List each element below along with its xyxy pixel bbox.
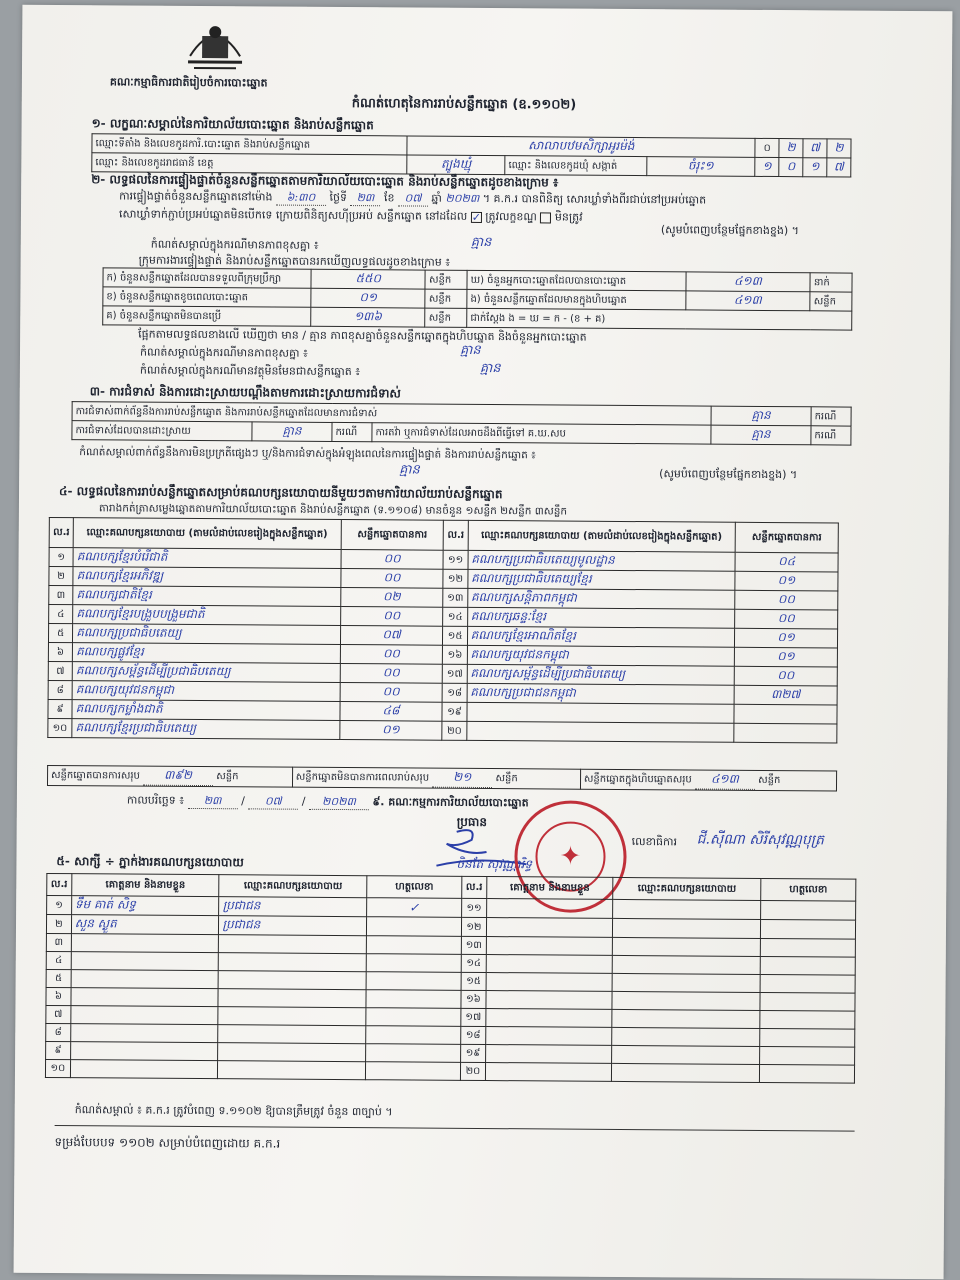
row-value: ១៣៦	[311, 307, 426, 327]
row-number: ៦	[46, 987, 71, 1005]
secretary-name: ជី.ស៊ីណា សិរីសុវណ្ណបុត្រ	[696, 831, 824, 849]
org-name: គណៈកម្មាធិការជាតិរៀបចំការបោះឆ្នោត	[109, 75, 268, 90]
party-votes: ០០	[341, 550, 444, 570]
row-number: ២	[49, 566, 73, 585]
witness-name	[486, 937, 613, 956]
total-box-label: សន្លឹកឆ្នោតក្នុងហិបឆ្នោតសរុប	[583, 773, 692, 786]
commune-value: ចំរុះ១	[646, 157, 755, 177]
row-number: ៨	[48, 680, 72, 699]
party-votes	[734, 723, 837, 743]
party-votes: ០៤	[735, 552, 838, 572]
option-valid: ត្រូវលក្ខខណ្ឌ	[485, 210, 537, 224]
party-name: គណបក្សកម្លាំងជាតិ	[72, 700, 340, 721]
remark3-value: គ្មាន	[479, 360, 501, 377]
col-party: ឈ្មោះគណបក្សនយោបាយ	[613, 877, 761, 900]
ballot-count-table	[102, 267, 852, 330]
day-label: ថ្ងៃទី	[329, 190, 348, 205]
verify-label: ការផ្ទៀងផ្ទាត់ចំនួនសន្លឹកឆ្នោតនៅម៉ោង	[119, 189, 273, 204]
remark-label: កំណត់សម្គាល់ក្នុងករណីមានភាពខុសគ្នា ៖	[150, 237, 319, 252]
objection-table	[71, 401, 851, 445]
location-table	[91, 133, 851, 177]
code-digit: ១	[803, 158, 827, 177]
witness-name	[486, 1009, 613, 1028]
col-party: ឈ្មោះគណបក្សនយោបាយ	[219, 875, 367, 898]
row-number: ២	[46, 914, 71, 933]
col-no: ល.រ	[49, 517, 73, 547]
row-number: ១៦	[461, 990, 486, 1008]
witness-name: សួន ស្ងួត	[71, 915, 219, 935]
stamp-center-icon: ✦	[535, 821, 605, 891]
witness-party	[612, 1009, 760, 1028]
witness-signature	[366, 1008, 461, 1027]
witness-name	[70, 1042, 218, 1061]
divider	[55, 1125, 855, 1132]
party-votes-table	[47, 517, 839, 744]
witness-signature	[760, 974, 855, 993]
row-unit: សន្លឹក	[425, 289, 467, 308]
party-votes: ០០	[735, 590, 838, 610]
total-box-cell	[580, 769, 836, 791]
col-no: ល.រ	[444, 520, 468, 550]
row-number: ៤	[46, 951, 71, 969]
witness-party: ប្រជាជន	[219, 916, 367, 936]
objection-unit: ករណី	[811, 407, 851, 426]
row-number: ១៦	[443, 645, 467, 664]
witness-name	[71, 934, 219, 953]
witness-party	[613, 937, 761, 956]
code-digit: ០	[779, 158, 803, 177]
row-unit: សន្លឹក	[425, 270, 467, 289]
row-number: ១៣	[461, 936, 486, 954]
party-name: គណបក្សខ្មែរប្រជាធិបតេយ្យ	[72, 719, 340, 740]
irregularity-value: គ្មាន	[399, 462, 420, 478]
party-votes: ០២	[340, 588, 443, 608]
row-number: ៥	[48, 623, 72, 642]
row-number: ១១	[443, 550, 467, 569]
total-invalid-value: ២១	[432, 769, 492, 788]
witness-name	[486, 955, 613, 974]
resolved-label: ការជំទាស់ដែលបានដោះស្រាយ	[72, 421, 252, 441]
party-votes: ០០	[341, 569, 444, 589]
witness-signature	[366, 972, 461, 991]
witness-signature	[759, 1064, 854, 1083]
party-name: គណបក្សឆន្ទៈខ្មែរ	[467, 607, 735, 628]
unit: សន្លឹក	[216, 771, 239, 783]
col-sign: ហត្ថលេខា	[761, 878, 856, 901]
witness-signature	[366, 936, 461, 955]
witness-signature	[760, 1010, 855, 1029]
witness-name	[486, 973, 613, 992]
col-party: ឈ្មោះគណបក្សនយោបាយ (តាមលំដាប់លេខរៀងក្នុងសន្លឹកឆ្នោត)	[73, 518, 341, 550]
row-value: ០១	[311, 288, 426, 308]
verify-year: ២០២៣	[445, 191, 480, 205]
witness-signature	[760, 956, 855, 975]
remark2-value: គ្មាន	[459, 342, 481, 358]
witness-signature: ✓	[367, 898, 462, 918]
chair-label: ប្រធាន	[456, 814, 488, 830]
fill-note: (សូមបំពេញបន្ថែមផ្នែកខាងខ្នង) ។	[660, 223, 799, 238]
row-number: ២០	[460, 1062, 485, 1080]
page-title: កំណត់ហេតុនៃការរាប់សន្លឹកឆ្នោត (ឧ.១១០២)	[351, 96, 577, 113]
code-digit: ១	[755, 157, 779, 176]
option-invalid: មិនត្រូវ	[554, 210, 583, 224]
party-name: គណបក្សផ្លូវខ្មែរ	[73, 643, 341, 664]
party-votes: ០១	[735, 571, 838, 591]
remark3-label: កំណត់សម្គាល់ក្នុងករណីមានវត្ថុមិនមែនជាសន្លឹកឆ្នោត ៖	[139, 363, 361, 379]
party-name	[467, 702, 735, 723]
fill-note-3: (សូមបំពេញបន្ថែមផ្នែកខាងខ្នង) ។	[659, 467, 798, 482]
row-number: ៧	[48, 661, 72, 680]
witness-party	[218, 1061, 366, 1080]
row-unit: នាក់	[810, 273, 852, 292]
checkbox-checked[interactable]: ✓	[471, 210, 482, 224]
party-votes: ០០	[340, 683, 443, 703]
witness-party	[218, 1007, 366, 1026]
witness-signature	[366, 1044, 461, 1063]
form-footer: ទម្រង់បែបបទ ១១០២ សម្រាប់បំពេញដោយ គ.ក.រ	[54, 1135, 281, 1151]
witness-name	[71, 952, 219, 971]
row-label: ខ) ចំនួនសន្លឹកឆ្នោតខូចពេលបោះឆ្នោត	[103, 287, 311, 307]
date-year: ២០២៣	[309, 795, 369, 810]
unit: សន្លឹក	[495, 773, 518, 785]
witness-party	[219, 971, 367, 990]
party-name: គណបក្សយុវជនកម្ពុជា	[467, 645, 735, 666]
row-label: ឃ) ចំនួនអ្នកបោះឆ្នោតដែលបានបោះឆ្នោត	[467, 270, 686, 291]
col-no: ល.រ	[47, 873, 72, 895]
section2-heading: ២- លទ្ធផលនៃការផ្ទៀងផ្ទាត់ចំនួនសន្លឹកឆ្នោតតាមការិយាល័យបោះឆ្នោត និងរាប់សន្លឹកឆ្នោតដូចខាងក្រោម ៖	[91, 172, 559, 190]
witness-name	[486, 899, 613, 919]
section4-intro: តារាងកត់ត្រាសម្លេងឆ្នោតតាមការិយាល័យបោះឆ្នោត និងរាប់សន្លឹកឆ្នោត (ទ.១១០៨) មានចំនួន ១សន្លឹក ២សន្លឹក ៣សន្លឹក	[98, 502, 568, 518]
total-invalid-cell	[292, 767, 580, 789]
party-name: គណបក្សសម្ព័ន្ធដើម្បីប្រជាធិបតេយ្យ	[467, 664, 735, 685]
witness-party	[612, 1063, 760, 1082]
total-invalid-label: សន្លឹកឆ្នោតមិនបានការពេលរាប់សរុប	[295, 771, 430, 784]
verify-day: ២៣	[350, 191, 380, 206]
row-number: ១	[47, 895, 72, 914]
witness-name	[71, 970, 219, 989]
province-value: ត្បូងឃ្មុំ	[407, 155, 505, 175]
code-digit: ២	[827, 139, 851, 158]
party-name: គណបក្សសន្តិភាពកម្ពុជា	[467, 588, 735, 609]
appeal-value: គ្មាន	[711, 425, 811, 445]
witness-party	[219, 935, 367, 954]
date-day: ២៣	[188, 794, 238, 809]
party-name: គណបក្សខ្មែរបង្រួបបង្រួមជាតិ	[73, 605, 341, 626]
witness-name	[485, 1045, 612, 1064]
row-number: ១៤	[443, 607, 467, 626]
party-votes: ០០	[734, 666, 837, 686]
party-votes: ០០	[340, 664, 443, 684]
section3-heading: ៣- ការជំទាស់ និងការដោះស្រាយបណ្តឹងតាមការដោះស្រាយការជំទាស់	[89, 384, 401, 401]
col-votes: សន្លឹកឆ្នោតបានការ	[735, 522, 838, 553]
committee-label: ៩. គណៈកម្មការការិយាល័យបោះឆ្នោត	[372, 795, 529, 810]
row-formula: ជាក់ស្តែង ង = ឃ = ក - (ខ + គ)	[467, 308, 852, 330]
witness-party	[218, 1043, 366, 1062]
row-number: ១៩	[442, 702, 466, 721]
row-unit: សន្លឹក	[810, 292, 852, 311]
verify-tail: ។ គ.ក.រ បានពិនិត្យ សោរឃ្លាំទាំងពីរជាប់នៅប្រអប់ឆ្នោត	[482, 191, 707, 207]
row-number: ៥	[46, 969, 71, 987]
secretary-label: លេខាធិការ	[631, 835, 678, 849]
witness-signature	[760, 992, 855, 1011]
witness-signature	[760, 938, 855, 957]
row-number: ៤	[49, 604, 73, 623]
row-unit: សន្លឹក	[425, 308, 467, 327]
checkbox[interactable]	[540, 212, 551, 223]
party-name: គណបក្សសម្ព័ន្ធដើម្បីប្រជាធិបតេយ្យ	[72, 662, 340, 683]
appeal-label: ការតវ៉ា ឬការជំទាស់ដែលអាចដឹងពីធ្វើទៅ គ.ឃ.សប	[372, 423, 711, 444]
party-name: គណបក្សជាតិខ្មែរ	[73, 586, 341, 607]
witness-party	[613, 899, 761, 919]
party-name: គណបក្សយុវជនកម្ពុជា	[72, 681, 340, 702]
remark2-label: កំណត់សម្គាល់ក្នុងករណីមានភាពខុសគ្នា ៖	[139, 345, 308, 360]
resolved-value: គ្មាន	[252, 422, 332, 442]
party-name: គណបក្សខ្មែរអភិវឌ្ឍ	[73, 567, 341, 588]
row-number: ១៧	[461, 1008, 486, 1026]
section5-heading: ៥- សាក្សី ÷ ភ្នាក់ងារគណបក្សនយោបាយ	[56, 854, 244, 870]
verify-month: ០៧	[398, 191, 428, 206]
witness-name	[485, 1027, 612, 1046]
witness-name	[71, 1006, 219, 1025]
party-votes: ០១	[735, 628, 838, 648]
row-value: ៥៥០	[311, 269, 426, 289]
party-votes: ០១	[734, 647, 837, 667]
row-number: ១៩	[461, 1044, 486, 1062]
row-number: ១៨	[443, 683, 467, 702]
resolved-unit: ករណី	[332, 422, 372, 441]
witness-party	[612, 973, 760, 992]
witness-signature	[367, 917, 462, 937]
party-votes: ០១	[339, 721, 442, 741]
unit: សន្លឹក	[758, 774, 781, 787]
witness-name	[70, 1060, 218, 1079]
totals-table	[47, 765, 837, 792]
party-name: គណបក្សខ្មែរបំរើជាតិ	[73, 548, 341, 569]
col-name: គោត្តនាម និងនាមខ្លួន	[487, 877, 614, 900]
witness-signature	[366, 1062, 461, 1081]
section4-heading: ៤- លទ្ធផលនៃការរាប់សន្លឹកឆ្នោតសម្រាប់គណបក្សនយោបាយនីមួយៗតាមការិយាល័យរាប់សន្លឹកឆ្នោត	[58, 484, 503, 502]
verify-line	[119, 189, 706, 208]
row-label: ង) ចំនួនសន្លឹកឆ្នោតដែលមានក្នុងហិបឆ្នោត	[467, 289, 686, 310]
party-name: គណបក្សខ្មែរអាណិតខ្មែរ	[467, 626, 735, 647]
month-label: ខែ	[383, 191, 395, 205]
commune-label: ឈ្មោះ និងលេខកូដឃុំ សង្កាត់	[505, 156, 646, 176]
code-digit: ៧	[803, 139, 827, 158]
date-line: កាលបរិច្ឆេទ ៖ ២៣ / ០៧ / ២០២៣ ៩. គណៈកម្មការការិយាល័យបោះឆ្នោត	[126, 793, 529, 810]
row-number: ១៥	[443, 626, 467, 645]
verify-time: ៦:៣០	[276, 191, 326, 206]
total-valid-label: សន្លឹកឆ្នោតបានការសរុប	[51, 769, 140, 782]
witness-name: ទឹម គាត់ សិទ្ធ	[71, 896, 219, 916]
party-name	[466, 721, 734, 742]
row-number: ១៨	[461, 1026, 486, 1044]
witness-signature	[761, 900, 856, 920]
col-name: គោត្តនាម និងនាមខ្លួន	[72, 874, 220, 897]
note-line: កំណត់សម្គាល់ ៖ គ.ក.រ ត្រូវបំពេញ ទ.១១០២ ឱ្យបានត្រឹមត្រូវ ចំនួន ៣ច្បាប់ ។	[74, 1103, 393, 1119]
row-number: ៣	[49, 585, 73, 604]
witness-signature	[760, 1046, 855, 1065]
party-votes: ០៧	[340, 626, 443, 646]
party-votes: ០០	[340, 645, 443, 665]
total-valid-cell	[47, 765, 292, 787]
witness-party	[612, 1027, 760, 1046]
objection-value: គ្មាន	[711, 406, 811, 426]
row-number: ៣	[46, 933, 71, 951]
witness-party	[612, 1045, 760, 1064]
chair-name: ចិនតែ សុវណ្ណារិទ្ធ	[456, 856, 533, 872]
party-name: គណបក្សប្រជាធិបតេយ្យខ្មែរ	[468, 569, 736, 590]
row-number: ១៥	[461, 972, 486, 990]
row-number: ១២	[461, 917, 486, 936]
witness-signature	[760, 919, 855, 939]
document-sheet	[14, 5, 953, 1279]
party-votes: ៤៨	[340, 702, 443, 722]
code-digit: ២	[779, 139, 803, 158]
row-number: ១	[49, 547, 73, 566]
location-value: សាលាបឋមសិក្សាអូរម៉ង់	[407, 136, 755, 157]
witness-party	[613, 955, 761, 974]
remark-value: គ្មាន	[470, 234, 492, 251]
irregularity-label: កំណត់សម្គាល់ពាក់ព័ន្ធនឹងការមិនប្រក្រតីផ្សេងៗ ឬ/និងការជំទាស់ក្នុងអំឡុងពេលនៃការផ្ទៀងផ្ទាត់ និងការរាប់សន្លឹកឆ្នោត ៖	[79, 446, 536, 462]
party-votes: ០០	[340, 607, 443, 627]
witness-party	[612, 991, 760, 1010]
objection-label: ការជំទាស់ពាក់ព័ន្ធនឹងការរាប់សន្លឹកឆ្នោត និងការរាប់សន្លឹកឆ្នោតដែលមានការជំទាស់	[72, 402, 711, 425]
witness-table	[45, 873, 856, 1084]
appeal-unit: ករណី	[811, 426, 851, 445]
col-party: ឈ្មោះគណបក្សនយោបាយ (តាមលំដាប់លេខរៀងក្នុងសន្លឹកឆ្នោត)	[468, 520, 736, 552]
row-number: ៦	[48, 642, 72, 661]
row-number: ៧	[46, 1005, 71, 1023]
witness-name	[71, 988, 219, 1007]
code-digit: ០	[755, 138, 779, 157]
location-label: ឈ្មោះទីតាំង និងលេខកូដការិ.បោះឆ្នោត និងរាប់សន្លឹកឆ្នោត	[92, 134, 407, 155]
total-box-value: ៤១៣	[695, 770, 755, 789]
witness-party	[218, 1025, 366, 1044]
witness-signature	[366, 1026, 461, 1045]
row-label: គ) ចំនួនសន្លឹកឆ្នោតមិនបានប្រើ	[103, 306, 311, 326]
row-number: ១០	[48, 718, 72, 737]
party-name: គណបក្សប្រជាធិបតេយ្យមូលដ្ឋាន	[468, 550, 736, 571]
row-number: ២០	[442, 721, 466, 740]
row-number: ៩	[46, 1041, 71, 1059]
date-label: កាលបរិច្ឆេទ ៖	[126, 793, 185, 807]
row-number: ៨	[46, 1023, 71, 1041]
compare-line: ផ្អែកតាមលទ្ធផលខាងលើ ឃើញថា មាន / គ្មាន ភាពខុសគ្នាចំនួនសន្លឹកឆ្នោតក្នុងហិបឆ្នោត និងចំនួនអ្នកបោះឆ្នោត	[138, 327, 587, 344]
party-votes: ០០	[735, 609, 838, 629]
year-label: ឆ្នាំ	[431, 191, 442, 205]
party-name: គណបក្សប្រជាជនកម្ពុជា	[467, 683, 735, 704]
row-number: ៩	[48, 699, 72, 718]
col-sign: ហត្ថលេខា	[367, 876, 462, 899]
col-no: ល.រ	[462, 876, 487, 898]
witness-signature	[366, 954, 461, 973]
witness-party	[613, 918, 761, 938]
seal-line	[119, 207, 583, 224]
province-label: ឈ្មោះ និងលេខកូដរាជធានី ខេត្ត	[92, 153, 407, 174]
witness-party	[219, 953, 367, 972]
nec-emblem-icon	[180, 16, 250, 74]
witness-name	[485, 1063, 612, 1082]
witness-signature	[760, 1028, 855, 1047]
witness-name	[486, 918, 613, 938]
row-value: ៤១៣	[685, 291, 810, 311]
witness-name	[486, 991, 613, 1010]
party-votes	[734, 704, 837, 724]
col-votes: សន្លឹកឆ្នោតបានការ	[341, 520, 444, 551]
code-digit: ៧	[827, 158, 851, 177]
seal-text: សោឃ្លាំទាក់ភ្ជាប់ប្រអប់ឆ្នោតមិនបើកទេ ក្រោយពិនិត្យសហ៊ីប្រអប់ សន្លឹកឆ្នោត នៅដដែល	[118, 207, 468, 223]
row-number: ១១	[462, 898, 487, 917]
row-number: ១៧	[443, 664, 467, 683]
section1-heading: ១- លក្ខណៈសម្គាល់នៃការិយាល័យបោះឆ្នោត និងរាប់សន្លឹកឆ្នោត	[91, 116, 374, 133]
total-valid-value: ៣៩២	[143, 767, 213, 786]
row-number: ១៣	[443, 588, 467, 607]
results-intro: ក្រុមការងារផ្ទៀងផ្ទាត់ និងរាប់សន្លឹកឆ្នោតបានរកឃើញលទ្ធផលដូចខាងក្រោម ៖	[138, 253, 451, 269]
row-label: ក) ចំនួនសន្លឹកឆ្នោតដែលបានទទួលពីក្រុមប្រឹក្សា	[103, 268, 311, 288]
row-number: ១០	[45, 1059, 70, 1077]
witness-party: ប្រជាជន	[219, 897, 367, 917]
row-value: ៤១៣	[685, 272, 810, 292]
witness-party	[218, 989, 366, 1008]
row-number: ១២	[443, 569, 467, 588]
row-number: ១៤	[461, 954, 486, 972]
party-votes: ៣២៧	[734, 685, 837, 705]
party-name: គណបក្សប្រជាធិបតេយ្យ	[73, 624, 341, 645]
witness-name	[70, 1024, 218, 1043]
witness-signature	[366, 990, 461, 1009]
date-month: ០៧	[248, 794, 298, 809]
